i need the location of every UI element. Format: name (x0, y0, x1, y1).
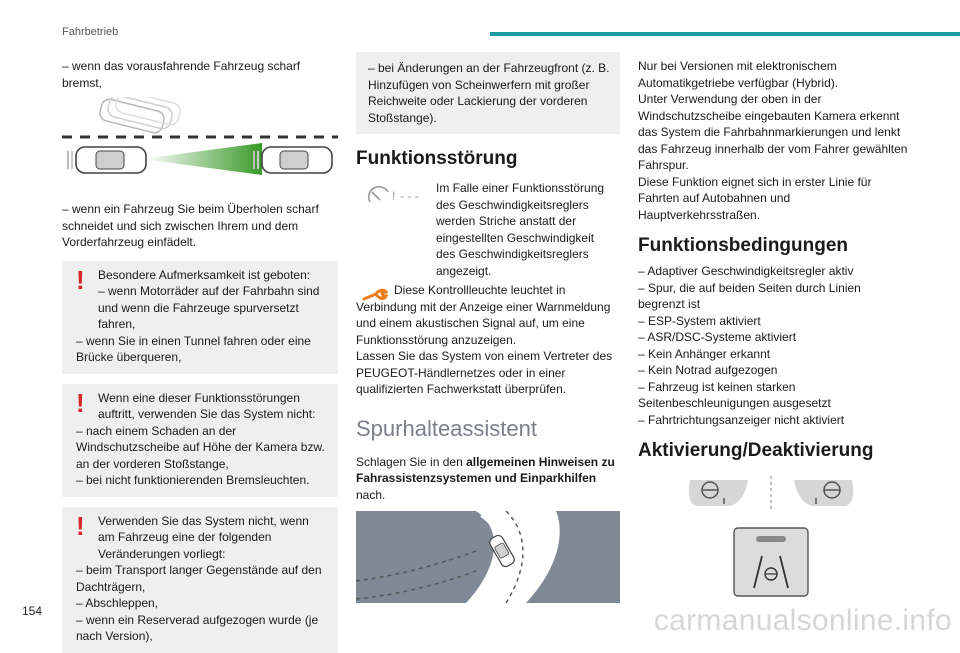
lane-keeping-illustration (356, 511, 620, 603)
warning-line: – bei nicht funktionierenden Bremsleuchten. (76, 473, 310, 487)
column-1 (62, 58, 338, 653)
warning-heading: Wenn eine dieser Funktionsstörungen auftritt, verwenden Sie das System nicht: (98, 390, 316, 421)
paragraph-braking: – wenn das vorausfahrende Fahrzeug scharf bremst, (62, 59, 301, 90)
section-title: Fahrbetrieb (62, 26, 119, 38)
fault-block-2 (356, 282, 620, 398)
speedometer-fault-icon (366, 184, 426, 206)
activation-illustration (638, 472, 908, 602)
watermark: carmanualsonline.info (653, 604, 952, 637)
heading-malfunction: Funktionsstörung (356, 148, 518, 169)
warning-heading: Verwenden Sie das System nicht, wenn am Fahrzeug eine der folgenden Veränderungen vorliegt: (98, 513, 309, 561)
list-item: – Spur, die auf beiden Seiten durch Linien begrenzt ist (638, 280, 861, 311)
warning-box-malfunction (62, 384, 338, 497)
distance-illustration (62, 97, 338, 187)
list-item: – Fahrtrichtungsanzeiger nicht aktiviert (638, 412, 845, 427)
warning-line: – Abschleppen, (76, 596, 159, 610)
lane-assist-button-icon (734, 528, 808, 596)
distance-wedge (142, 143, 262, 175)
warning-icon: ! (76, 264, 85, 295)
list-item: – Adaptiver Geschwindigkeitsregler aktiv (638, 264, 854, 278)
heading-activation: Aktivierung/Deaktivierung (638, 440, 874, 461)
steering-button-left-icon (689, 480, 748, 506)
fault-check-text: Lassen Sie das System von einem Vertreter des PEUGEOT-Händlernetzes oder in einer qualifizierten Fachwerkstatt überprüfen. (356, 349, 613, 396)
lane-ref-bold: allgemeinen Hinweisen zu Fahrassistenzsystemen und Einparkhilfen (356, 454, 615, 485)
lane-ref-pre: Schlagen Sie in den (356, 454, 467, 469)
warning-heading: Besondere Aufmerksamkeit ist geboten: (98, 267, 311, 282)
warning-line: – wenn Motorräder auf der Fahrbahn sind und wenn die Fahrzeuge spurversetzt fahren, (98, 284, 320, 331)
lane-assist-reference (356, 454, 620, 504)
warning-line: – nach einem Schaden an der Windschutzscheibe auf Höhe der Kamera bzw. an der vorderen Stoßstange, (76, 423, 325, 471)
warning-line: – beim Transport langer Gegenstände auf den Dachträgern, (76, 563, 322, 594)
warning-icon: ! (76, 510, 85, 541)
heading-conditions: Funktionsbedingungen (638, 235, 849, 256)
list-item: – ESP-System aktiviert (638, 313, 761, 328)
fault-icon-mark: ! (392, 189, 396, 203)
warning-line: – wenn Sie in einen Tunnel fahren oder eine Brücke überqueren, (76, 333, 311, 364)
conditions-list (638, 263, 908, 428)
paragraph-cut-in: – wenn ein Fahrzeug Sie beim Überholen scharf schneidet und sich zwischen Ihrem und dem Vorderfahrzeug einfädelt. (62, 202, 319, 249)
list-item: – Kein Anhänger erkannt (638, 346, 771, 361)
lane-ref-post: nach. (356, 487, 386, 502)
warning-line: – wenn ein Reserverad aufgezogen wurde (je nach Version), (76, 612, 319, 643)
intro-line: Diese Funktion eignet sich in erster Linie für Fahrten auf Autobahnen und Hauptverkehrsstraßen. (638, 174, 872, 222)
intro-line: Unter Verwendung der oben in der Windschutzscheibe eingebauten Kamera erkennt das System die Fahrbahnmarkierungen und lenkt das Fahrzeug innerhalb der vom Fahrer gewählten Fahrspur. (638, 92, 908, 172)
list-item: – ASR/DSC-Systeme aktiviert (638, 330, 797, 344)
fault-block-1 (356, 180, 620, 278)
header-accent-bar (490, 32, 960, 36)
heading-lane-assist: Spurhalteassistent (356, 415, 537, 441)
steering-button-right-icon (794, 480, 853, 506)
cutting-in-car-icon (98, 97, 181, 134)
warning-box-attention (62, 261, 338, 374)
page-number: 154 (22, 604, 43, 618)
fault-warning-text: Diese Kontrollleuchte leuchtet in Verbindung mit der Anzeige einer Warnmeldung und einem akustischen Signal auf, um eine Funktionsstörung anzuzeigen. (356, 283, 611, 347)
fault-icon-dashes: - - - (400, 189, 419, 203)
list-item: – Fahrzeug ist keinen starken Seitenbeschleunigungen ausgesetzt (638, 379, 831, 410)
front-car-icon (254, 147, 332, 173)
column-3 (638, 58, 908, 602)
list-item: – Kein Notrad aufgezogen (638, 363, 778, 377)
front-modification-box (356, 52, 620, 134)
front-modification-text: – bei Änderungen an der Fahrzeugfront (z. B. Hinzufügen von Scheinwerfern mit großer Reichweite oder Lackierung der vorderen Stoßstange). (368, 61, 610, 125)
column-2 (356, 52, 620, 603)
warning-box-modifications (62, 507, 338, 653)
wrench-warning-icon (362, 284, 388, 306)
warning-icon: ! (76, 387, 85, 418)
fault-description: Im Falle einer Funktionsstörung des Geschwindigkeitsreglers werden Striche anstatt der eingestellten Geschwindigkeit des Geschwindigkeitsreglers angezeigt. (436, 181, 605, 278)
intro-line: Nur bei Versionen mit elektronischem Automatikgetriebe verfügbar (Hybrid). (638, 59, 839, 90)
own-car-icon (68, 147, 146, 173)
